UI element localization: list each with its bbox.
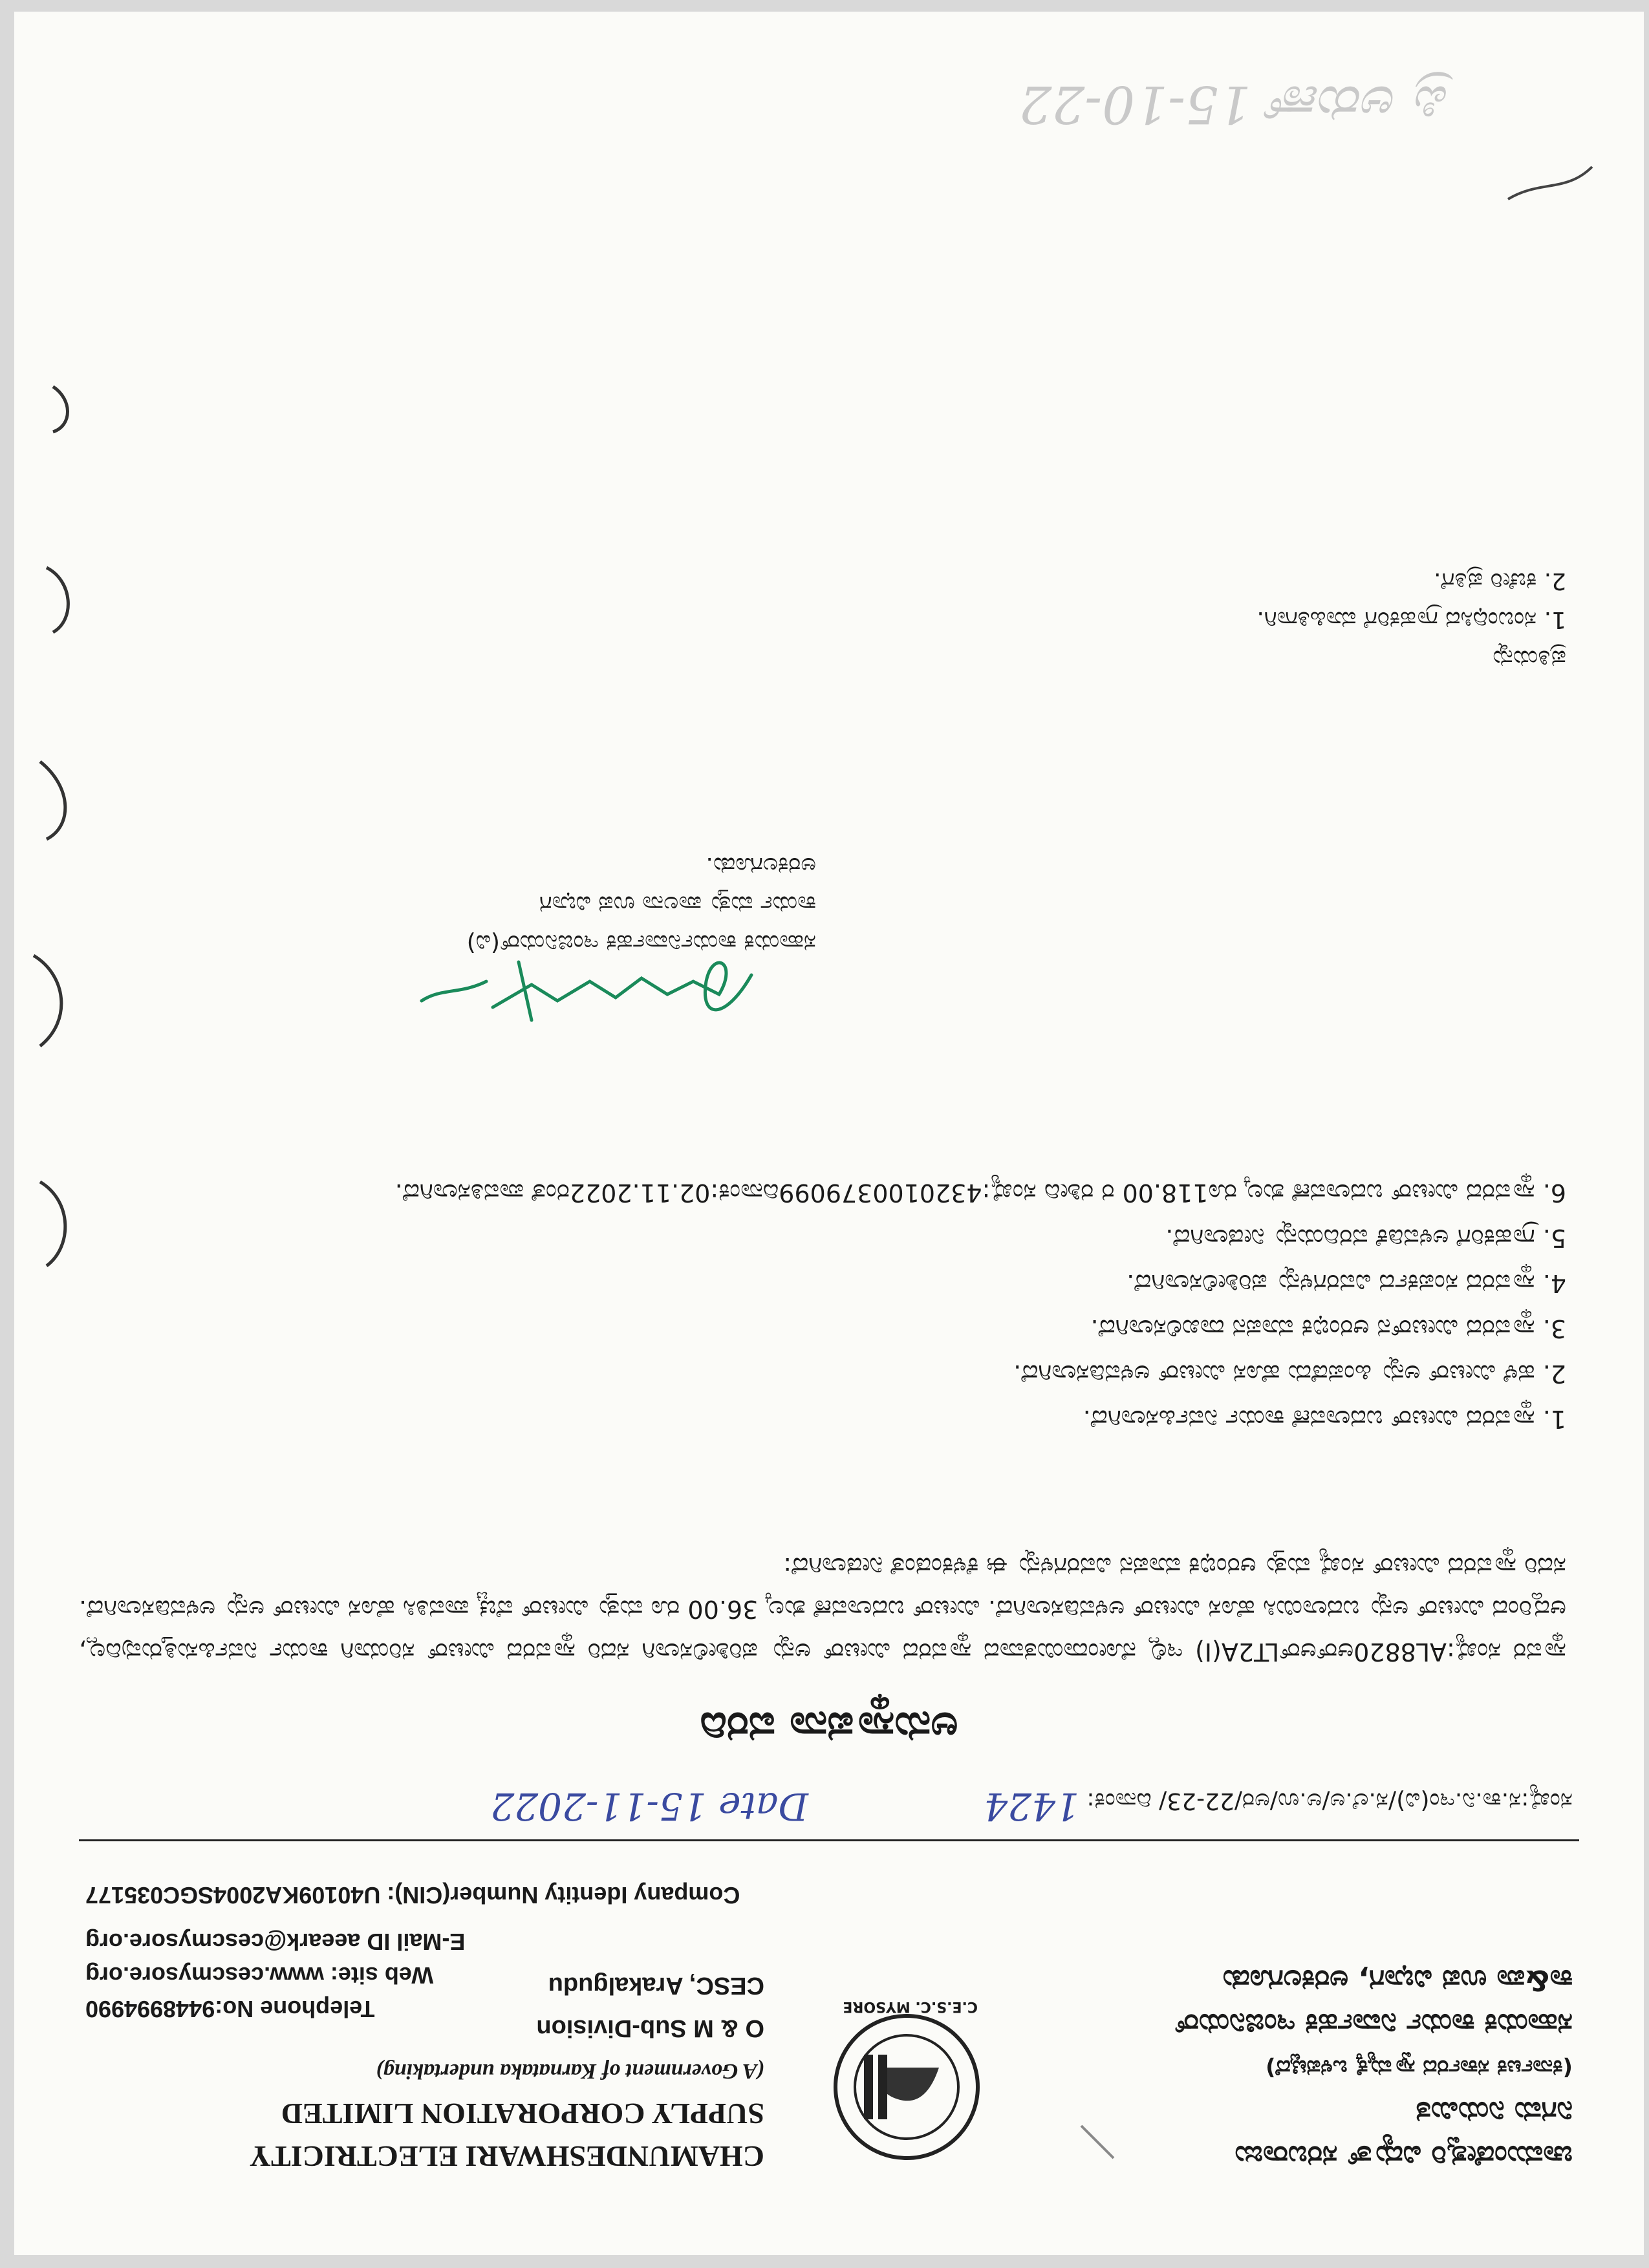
signature-line: ಕಾರ್ಯ ಮತ್ತು ಪಾಲನಾ ಉಪ ವಿಭಾಗ [539, 891, 816, 917]
website: Web site: www.cescmysore.org [85, 1962, 434, 1989]
list-item: 6. ಸ್ಥಾವರದ ಮೀಟರ್ ಬದಲಾವಣೆ ಶುಲ್ಕ ರೂ118.00 ರ ರಶೀದಿ ಸಂಖ್ಯೆ:4320100379099ದಿನಾಂಕ:02.11.2022ರಂತೆ ಪಾವತಿಸಲಾಗಿದೆ. [394, 1179, 1566, 1207]
list-item: 2. ಹಳೆ ಮೀಟರ್ ಅನ್ನು ಹಿಂಪಡೆದು ಹೊಸ ಮೀಟರ್ ಅಳವಡಿಸಲಾಗಿದೆ. [1013, 1360, 1566, 1388]
dispatch-label: ದಿನಾಂಕ: [1086, 1788, 1152, 1814]
en-line: CHAMUNDESHWARI ELECTRICITY [249, 2140, 764, 2173]
report-items [79, 1169, 1566, 1440]
en-line: CESC, Arakalgudu [548, 1972, 764, 1999]
list-item: 4. ಸ್ಥಾವರದ ಸಂಪರ್ಕದ ವಿವರಗಳನ್ನು ಪರಿಶೀಲಿಸಲಾಗಿದೆ. [1126, 1269, 1566, 1298]
list-item: 3. ಸ್ಥಾವರದ ಮೀಟರ್‌ನ ಆರಂಭಿಕ ಮಾಪನ ದಾಖಲಿಸಲಾಗಿದೆ. [1090, 1314, 1566, 1343]
signature-mark [402, 943, 764, 1033]
dispatch-number: 1424 [984, 1784, 1079, 1828]
rotated-letter [14, 12, 1644, 2255]
reference-number: ಸಂಖ್ಯೆ:ಸ.ಕಾ.ನಿ.ಇಂ(ವಿ)/ಸ.ಲೆ.ಅ/ಅ.ಉ/ಅರ/22-23/ [1159, 1788, 1573, 1814]
copy-to [984, 561, 1566, 678]
signature-line: ಅರಕಲಗೂಡು. [706, 852, 816, 879]
cesc-logo [829, 1998, 984, 2165]
kn-line: ಸಹಾಯಕ ಕಾರ್ಯ ನಿರ್ವಾಹಕ ಇಂಜಿನಿಯರ್ [1174, 2007, 1573, 2040]
margin-handwriting [14, 374, 92, 1343]
en-line: (A Government of Karnataka undertaking) [376, 2059, 764, 2083]
signature-block [169, 846, 816, 962]
cc-line: 2. ಕಚೇರಿ ಪ್ರತಿಗೆ. [1434, 568, 1566, 594]
corner-curl [1502, 141, 1605, 219]
kn-line: ಕಾ&ಪಾ ಉಪ ವಿಭಾಗ, ಅರಕಲಗೂಡು [1222, 1963, 1573, 1996]
email: E-Mail ID aeeark@cescmysore.org [85, 1929, 466, 1955]
handwritten-date: Date 15-11-2022 [490, 1784, 808, 1828]
telephone: Telephone No:9448994990 [85, 1996, 375, 2022]
cc-line: 1. ಸಂಬಂಧಿಸಿದ ಗ್ರಾಹಕರಿಗೆ ಮಾಹಿತಿಗಾಗಿ. [1256, 606, 1566, 633]
report-body: ಸ್ಥಾವರ ಸಂಖ್ಯೆ:AL8820ಆರ್‌ಆರ್‌LT2A(I) ಇಲ್ಲಿ ನೋಂದಾಯಿತವಾದ ಸ್ಥಾವರದ ಮೀಟರ್ ಅನ್ನು ಪರಿಶೀಲಿಸಲಾಗಿ ಸದರಿ ಸ್ಥಾವರದ ಮೀಟರ್ ಸರಿಯಾಗಿ ಕಾರ್ಯ ನಿರ್ವಹಿಸುತ್ತಿರುವುದಿಲ್ಲ, ಆದ್ದರಿಂದ ಮೀಟರ್ ಅನ್ನು ಬದಲಾಯಿಸಿ ಹೊಸ ಮೀಟರ್ ಅಳವಡಿಸಲಾಗಿದೆ. ಮೀಟರ್ ಬದಲಾವಣೆ ಶುಲ್ಕ 36.00 ರೂ ಮತ್ತು ಮೀಟರ್ ವೆಚ್ಚ ಪಾವತಿಸಿ ಹೊಸ ಮೀಟರ್ ಅನ್ನು ಅಳವಡಿಸಲಾಗಿದೆ. ಸದರಿ ಸ್ಥಾವರದ ಮೀಟರ್ ಸಂಖ್ಯೆ ಮತ್ತು ಆರಂಭಿಕ ಮಾಪನ ವಿವರಗಳನ್ನು ಈ ಕೆಳಕಂಡಂತೆ ನೀಡಲಾಗಿದೆ: [79, 1552, 1566, 1666]
list-item: 1. ಸ್ಥಾವರದ ಮೀಟರ್ ಬದಲಾವಣೆ ಕಾರ್ಯ ನಿರ್ವಹಿಸಲಾಗಿದೆ. [1083, 1405, 1566, 1433]
reference-line [85, 1784, 1573, 1828]
header-rule [79, 1839, 1579, 1841]
cc-heading: ಪ್ರತಿಯನ್ನು [1489, 645, 1566, 672]
signature-line: ಸಹಾಯಕ ಕಾರ್ಯನಿರ್ವಾಹಕ ಇಂಜಿನಿಯರ್(ವಿ) [466, 930, 816, 956]
en-line: SUPPLY CORPORATION LIMITED [281, 2097, 764, 2130]
kn-line: ನಿಗಮ ನಿಯಮಿತ [1416, 2095, 1573, 2128]
en-line: O & M Sub-Division [536, 2015, 764, 2042]
bleedthrough-text: ಪ್ರಿ ಅರುಣ್ 15-10-22 [1018, 74, 1450, 134]
kn-line: (ಕರ್ನಾಟಕ ಸರ್ಕಾರದ ಸ್ವಾಮ್ಯಕ್ಕೆ ಒಳಪಟ್ಟಿದೆ) [1266, 2055, 1573, 2081]
contact-block [85, 1875, 1573, 2022]
staple-mark [1075, 2119, 1126, 2171]
logo-caption: C.E.S.C. MYSORE [843, 1998, 978, 2015]
page-title: ಅನುಸ್ಥಾಪನಾ ವರದಿ [700, 1703, 958, 1751]
document-sheet [14, 12, 1644, 2255]
cin: Company Identity Number(CIN): U40109KA2004SGC035177 [85, 1882, 740, 1909]
list-item: 5. ಗ್ರಾಹಕರಿಗೆ ಅಳವಡಿಕೆ ವರದಿಯನ್ನು ನೀಡಲಾಗಿದೆ. [1165, 1224, 1566, 1252]
kn-line: ಚಾಮುಂಡೇಶ್ವರಿ ವಿದ್ಯುತ್ ಸರಬರಾಜು [1234, 2139, 1573, 2172]
